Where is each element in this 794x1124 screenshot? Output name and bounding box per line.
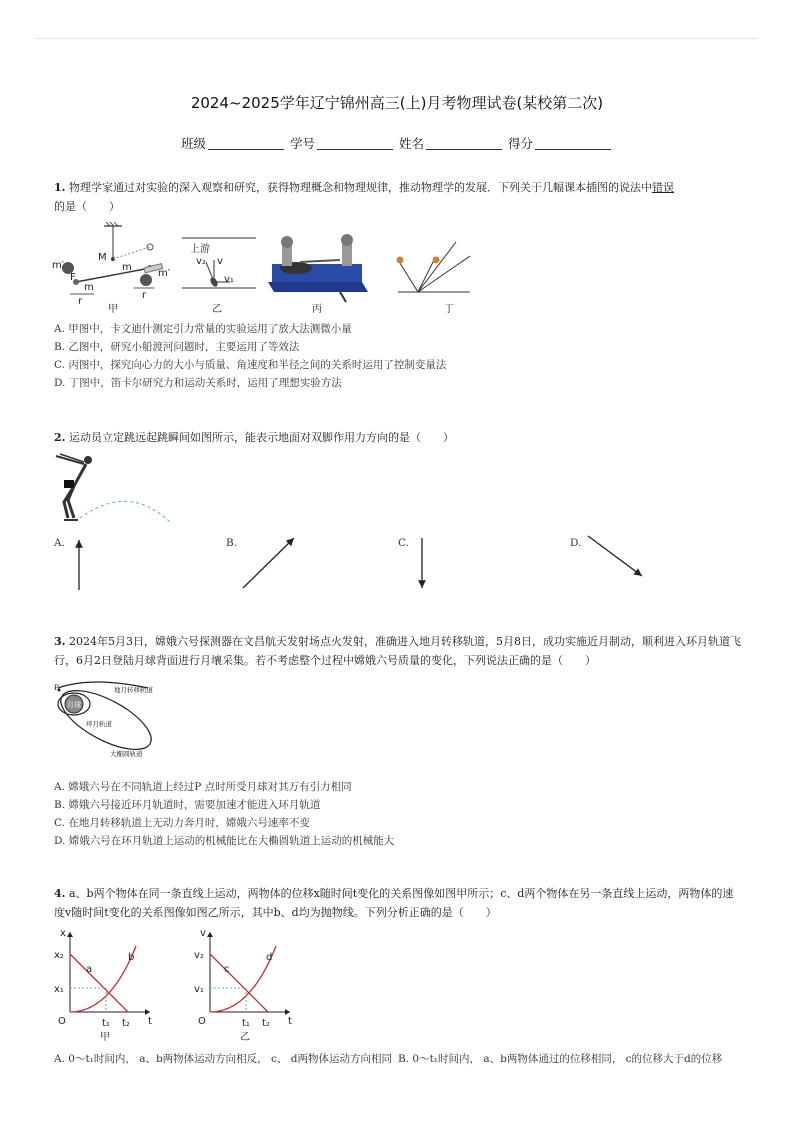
cav-m-right: m <box>122 262 132 273</box>
label-ding: 丁 <box>444 304 454 315</box>
field-score: 得分 <box>507 136 533 151</box>
field-id: 学号 <box>289 136 315 151</box>
g1-x-axis: t <box>148 1016 152 1027</box>
cav-r-right: r <box>142 290 147 301</box>
g1-y-axis: x <box>60 928 66 939</box>
question-number: 4. <box>54 887 66 900</box>
orbit-p: P <box>54 684 59 692</box>
q1-options <box>54 320 744 392</box>
question-stem: 2024年5月3日，嫦娥六号探测器在文昌航天发射场点火发射，准确进入地月转移轨道，5月8日，成功实施近月制动，顺利进入环月轨道飞行，6月2日登陆月球背面进行月壤采集。若不考虑整个过程中嫦娥六号质量的变化，下列说法正确的是（ ） <box>54 635 741 667</box>
g2-x-axis: t <box>288 1016 292 1027</box>
g2-caption: 乙 <box>240 1032 250 1043</box>
blank-score[interactable] <box>535 137 611 150</box>
question-3 <box>54 632 744 670</box>
river-v1: v₁ <box>224 274 234 285</box>
figure-centripetal <box>268 234 368 315</box>
g1-y2: x₂ <box>54 950 64 961</box>
g1-t2: t₂ <box>122 1018 130 1029</box>
g2-origin: O <box>198 1016 206 1027</box>
g1-label-a: a <box>86 964 93 975</box>
cav-m: m <box>84 282 94 293</box>
question-1 <box>54 178 744 216</box>
q2-label-b[interactable]: B. <box>226 537 238 549</box>
q1-option-a[interactable]: A. 甲图中，卡文迪什测定引力常量的实验运用了放大法测微小量 <box>54 323 352 335</box>
river-v2: v₂ <box>196 256 206 267</box>
question-stem: 运动员立定跳远起跳瞬间如图所示，能表示地面对双脚作用力方向的是（ ） <box>68 431 454 444</box>
g1-origin: O <box>58 1016 66 1027</box>
figure-cavendish <box>52 222 171 315</box>
jumper-icon <box>56 454 92 520</box>
q1-option-d[interactable]: D. 丁图中，笛卡尔研究力和运动关系时，运用了理想实验方法 <box>54 377 342 389</box>
question-number: 1. <box>54 181 66 194</box>
river-upstream: 上游 <box>190 244 210 255</box>
g2-t2: t₂ <box>262 1018 270 1029</box>
label-jia: 甲 <box>108 304 118 315</box>
q4-option-b[interactable]: B. 0～t₁时间内， a、b两物体通过的位移相同， c的位移大于d的位移 <box>398 1053 723 1065</box>
stem-underlined: 错误 <box>651 181 674 194</box>
g2-t1: t₁ <box>242 1018 250 1029</box>
q1-option-c[interactable]: C. 丙图中，探究向心力的大小与质量、角速度和半径之间的关系时运用了控制变量法 <box>54 359 447 371</box>
q4-graphs <box>50 926 310 1046</box>
g1-y1: x₁ <box>54 984 64 995</box>
q2-arrows <box>0 530 794 594</box>
g1-line-a <box>70 954 128 1012</box>
g1-t1: t₁ <box>102 1018 110 1029</box>
question-number: 2. <box>54 431 66 444</box>
q1-option-b[interactable]: B. 乙图中，研究小船渡河问题时，主要运用了等效法 <box>54 341 300 353</box>
cav-m1: m′ <box>52 260 65 271</box>
g2-line-c <box>210 954 268 1012</box>
field-name: 姓名 <box>398 136 424 151</box>
question-2 <box>54 428 744 447</box>
q2-label-c[interactable]: C. <box>398 537 409 549</box>
q1-figures <box>50 222 470 318</box>
g2-label-d: d <box>266 952 273 963</box>
question-stem: a、b两个物体在同一条直线上运动，两物体的位移x随时间t变化的关系图像如图甲所示；c、d两个物体在另一条直线上运动，两物体的速度v随时间t变化的关系图像如图乙所示，其中b、d均为抛物线。下列分析正确的是（ ） <box>54 887 734 919</box>
label-bing: 丙 <box>312 304 322 315</box>
cav-r: r <box>78 296 83 307</box>
figure-inclines <box>397 242 471 315</box>
g1-label-b: b <box>128 952 135 963</box>
graph-yi <box>194 928 292 1043</box>
orbit-transfer: 地月转移轨道 <box>114 686 153 694</box>
blank-name[interactable] <box>426 137 502 150</box>
g1-caption: 甲 <box>100 1032 110 1043</box>
orbit-ellipse: 大椭圆轨道 <box>110 750 143 758</box>
river-v: v <box>217 256 223 267</box>
graph-jia <box>54 928 152 1043</box>
cav-F: F <box>70 272 76 283</box>
q3-option-d[interactable]: D. 嫦娥六号在环月轨道上运动的机械能比在大椭圆轨道上运动的机械能大 <box>54 835 395 847</box>
orbit-circle: 环月轨道 <box>86 720 112 728</box>
q3-option-a[interactable]: A. 嫦娥六号在不同轨道上经过P 点时所受月球对其万有引力相同 <box>54 781 352 793</box>
q3-orbit-figure <box>52 678 162 770</box>
label-yi: 乙 <box>212 304 222 315</box>
page-title: 2024~2025学年辽宁锦州高三(上)月考物理试卷(某校第二次) <box>190 94 604 112</box>
question-4 <box>54 884 744 922</box>
question-number: 3. <box>54 635 66 648</box>
q2-label-a[interactable]: A. <box>54 537 65 549</box>
orbit-moon: 月球 <box>67 701 81 709</box>
g2-y2: v₂ <box>194 950 204 961</box>
q3-option-c[interactable]: C. 在地月转移轨道上无动力奔月时，嫦娥六号速率不变 <box>54 817 310 829</box>
q3-options <box>54 778 744 850</box>
cav-M: M <box>98 252 107 263</box>
figure-river <box>182 238 256 315</box>
g2-y-axis: v <box>200 928 206 939</box>
field-class: 班级 <box>180 136 206 151</box>
q4-option-a[interactable]: A. 0～t₁时间内， a、b两物体运动方向相反， c、 d两物体运动方向相同 <box>54 1053 392 1065</box>
student-info-line <box>0 134 794 152</box>
blank-class[interactable] <box>208 137 284 150</box>
cav-m1-right: m′ <box>158 268 171 279</box>
question-stem: 物理学家通过对实验的深入观察和研究，获得物理概念和物理规律，推动物理学的发展．下列关于几幅课本插图的说法中 <box>68 181 652 194</box>
q2-jumper-figure <box>50 452 180 528</box>
g2-y1: v₁ <box>194 984 204 995</box>
q2-label-d[interactable]: D. <box>570 537 582 549</box>
question-stem-end: 的是（ ） <box>54 200 120 213</box>
blank-id[interactable] <box>317 137 393 150</box>
g2-label-c: c <box>224 964 230 975</box>
arrow-down-right-icon <box>588 536 642 576</box>
top-divider <box>36 38 758 39</box>
arrow-up-right-icon <box>243 538 294 588</box>
q3-option-b[interactable]: B. 嫦娥六号接近环月轨道时，需要加速才能进入环月轨道 <box>54 799 321 811</box>
g1-curve-b <box>70 946 136 1012</box>
